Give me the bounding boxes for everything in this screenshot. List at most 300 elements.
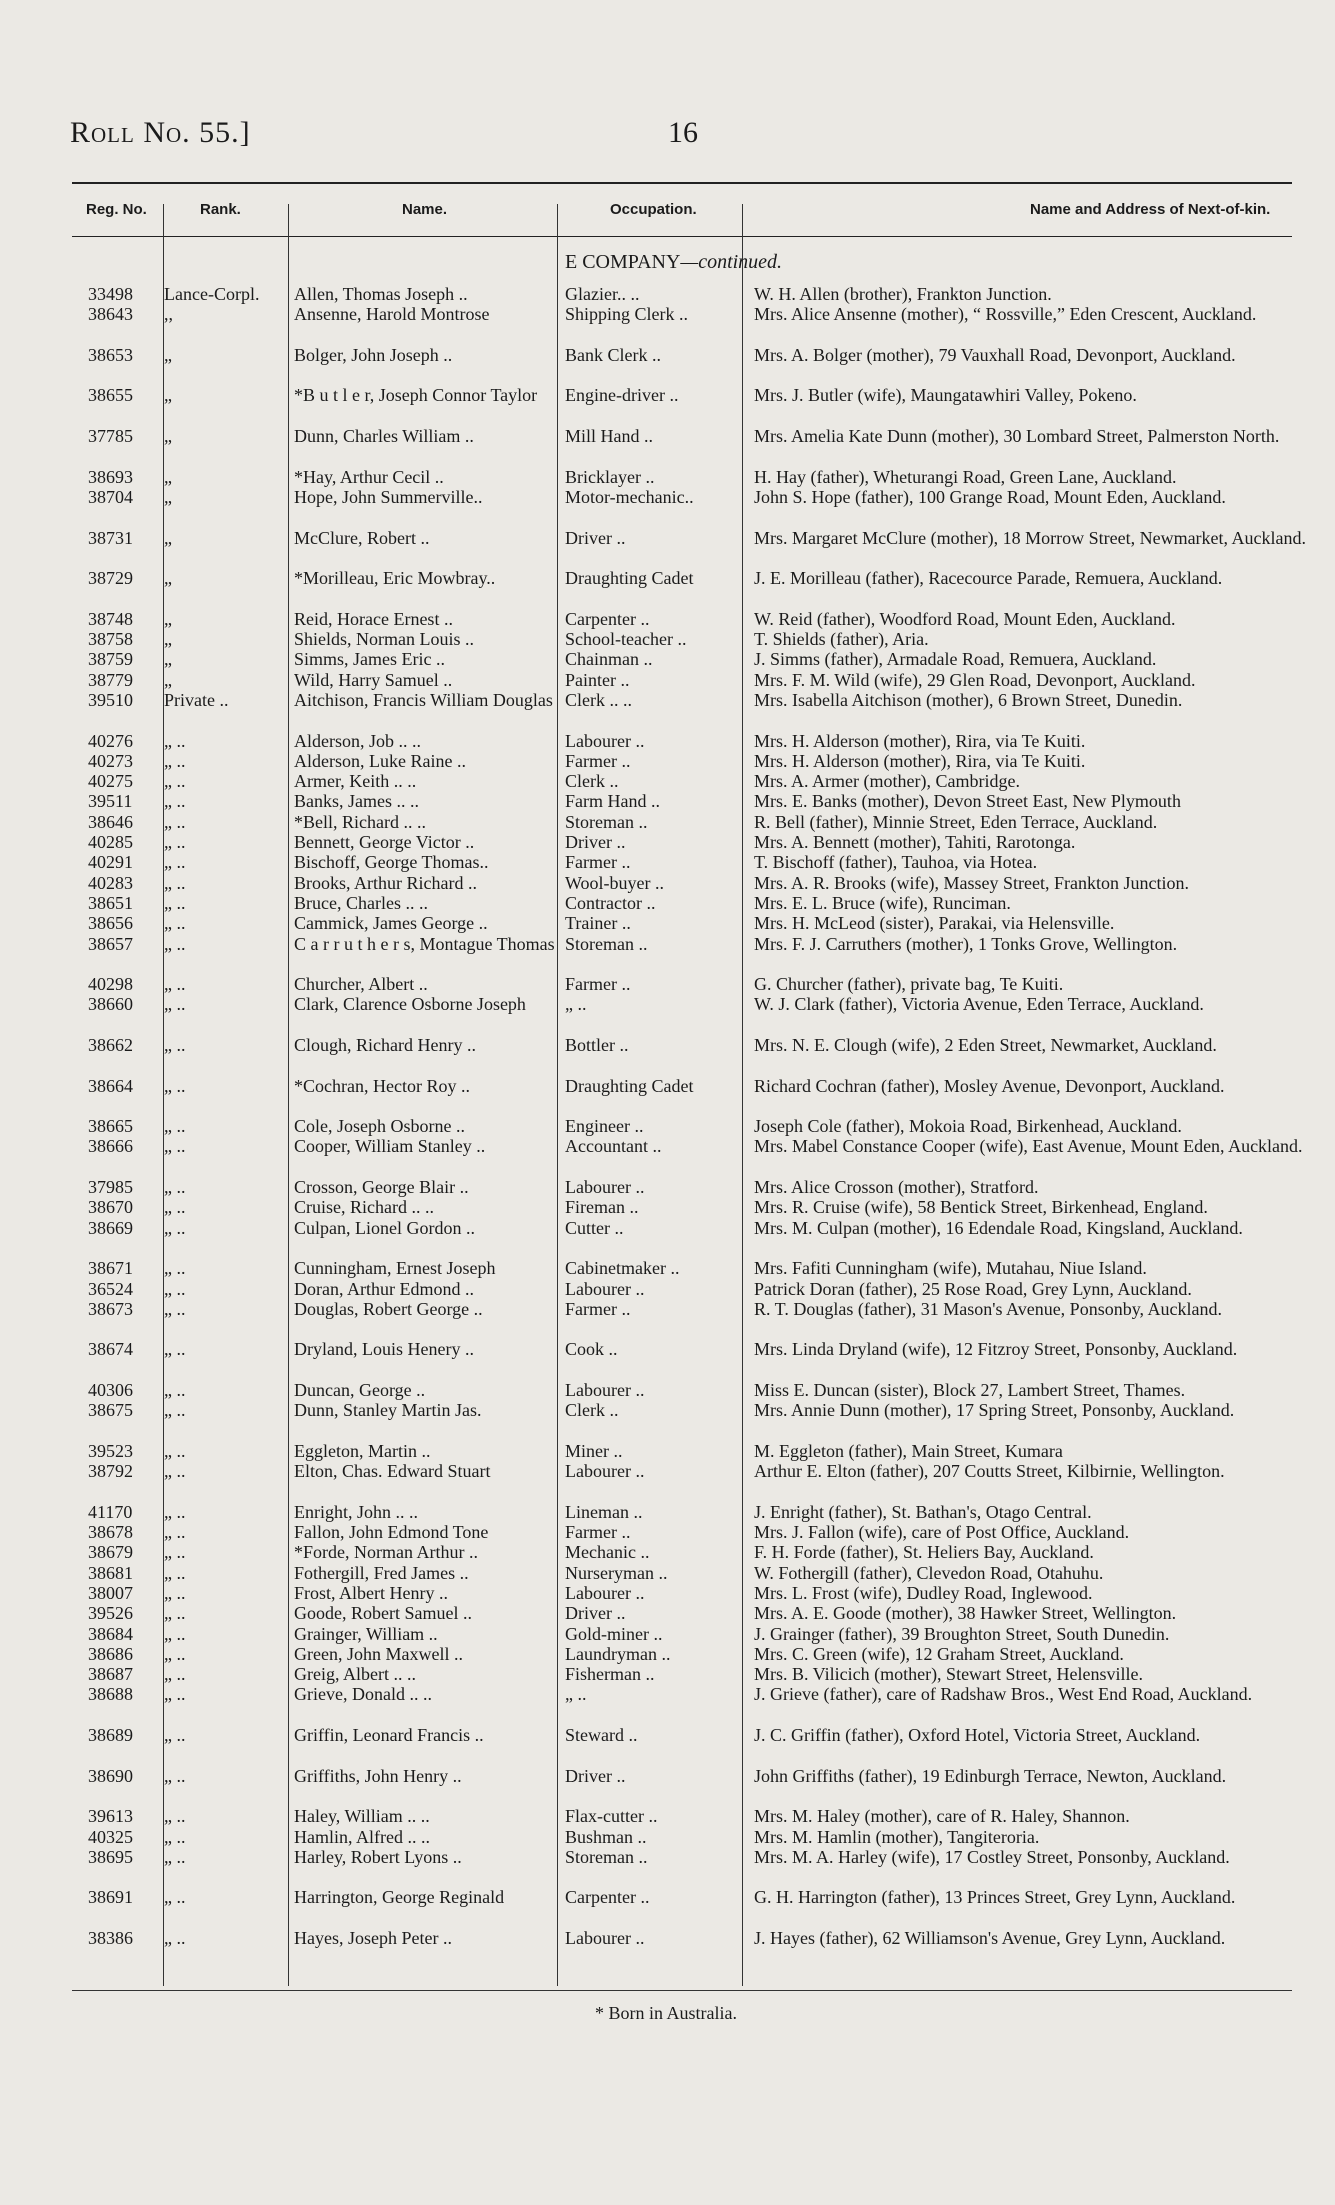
next-of-kin: Mrs. R. Cruise (wife), 58 Bentick Street, Birkenhead, England. (754, 1197, 1208, 1218)
table-row (72, 1887, 1292, 1928)
rank: „ .. (164, 1116, 186, 1137)
soldier-name: *Morilleau, Eric Mowbray.. (294, 568, 496, 589)
soldier-name: Ansenne, Harold Montrose (294, 304, 490, 325)
next-of-kin: J. Grieve (father), care of Radshaw Bros., West End Road, Auckland. (754, 1684, 1253, 1705)
reg-number: 36524 (88, 1278, 133, 1299)
occupation: Contractor .. (565, 892, 656, 913)
soldier-name: Elton, Chas. Edward Stuart (294, 1461, 491, 1482)
occupation: Laundryman .. (565, 1643, 671, 1664)
reg-number: 39523 (88, 1440, 133, 1461)
table-row (72, 913, 1292, 933)
rank: „ .. (164, 730, 186, 751)
rank: „ .. (164, 1440, 186, 1461)
table-row (72, 1583, 1292, 1603)
reg-number: 38651 (88, 892, 133, 913)
table-row (72, 1076, 1292, 1117)
table-row (72, 568, 1292, 609)
reg-number: 38386 (88, 1928, 133, 1949)
reg-number: 40325 (88, 1826, 133, 1847)
rank: „ (164, 385, 172, 406)
roll-table (72, 284, 1307, 1969)
rank: „ .. (164, 1522, 186, 1543)
rank: Lance-Corpl. (164, 284, 260, 304)
rank: „ .. (164, 1562, 186, 1583)
column-header-kin: Name and Address of Next-of-kin. (1030, 201, 1271, 218)
occupation: Trainer .. (565, 913, 631, 934)
table-row (72, 609, 1292, 629)
rank: „ .. (164, 1177, 186, 1198)
soldier-name: Wild, Harry Samuel .. (294, 669, 453, 690)
reg-number: 38687 (88, 1664, 133, 1685)
occupation: Farmer .. (565, 750, 631, 771)
occupation: Farmer .. (565, 974, 631, 995)
occupation: Farmer .. (565, 852, 631, 873)
rank: „ (164, 466, 172, 487)
table-row (72, 487, 1292, 528)
reg-number: 38643 (88, 304, 133, 325)
rank: „ .. (164, 1339, 186, 1360)
next-of-kin: J. Enright (father), St. Bathan's, Otago Central. (754, 1501, 1092, 1522)
occupation: Glazier.. .. (565, 284, 640, 304)
soldier-name: Reid, Horace Ernest .. (294, 608, 453, 629)
occupation: „ .. (565, 1684, 587, 1705)
rank: „ .. (164, 1846, 186, 1867)
next-of-kin: Mrs. H. McLeod (sister), Parakai, via Helensville. (754, 913, 1115, 934)
occupation: School-teacher .. (565, 629, 687, 650)
reg-number: 40298 (88, 974, 133, 995)
table-row (72, 649, 1292, 669)
soldier-name: Douglas, Robert George .. (294, 1298, 483, 1319)
table-row (72, 852, 1292, 872)
soldier-name: Shields, Norman Louis .. (294, 629, 474, 650)
occupation: Carpenter .. (565, 608, 650, 629)
reg-number: 38684 (88, 1623, 133, 1644)
reg-number: 38665 (88, 1116, 133, 1137)
table-row (72, 1725, 1292, 1766)
next-of-kin: W. H. Allen (brother), Frankton Junction. (754, 284, 1052, 304)
soldier-name: Greig, Albert .. .. (294, 1664, 416, 1685)
occupation: Chainman .. (565, 649, 653, 670)
occupation: Labourer .. (565, 1278, 645, 1299)
next-of-kin: Miss E. Duncan (sister), Block 27, Lambert Street, Thames. (754, 1380, 1186, 1401)
reg-number: 40291 (88, 852, 133, 873)
table-row (72, 467, 1292, 487)
table-row (72, 304, 1292, 345)
occupation: Clerk .. (565, 1400, 619, 1421)
rank: „ .. (164, 1725, 186, 1746)
soldier-name: Alderson, Job .. .. (294, 730, 421, 751)
reg-number: 38674 (88, 1339, 133, 1360)
table-row (72, 284, 1292, 304)
soldier-name: Crosson, George Blair .. (294, 1177, 469, 1198)
table-row (72, 629, 1292, 649)
reg-number: 38792 (88, 1461, 133, 1482)
column-header-rank: Rank. (200, 201, 241, 218)
footnote: * Born in Australia. (595, 2003, 737, 2023)
reg-number: 38664 (88, 1075, 133, 1096)
next-of-kin: F. H. Forde (father), St. Heliers Bay, Auckland. (754, 1542, 1094, 1563)
reg-number: 38779 (88, 669, 133, 690)
next-of-kin: Mrs. A. Bolger (mother), 79 Vauxhall Road, Devonport, Auckland. (754, 344, 1236, 365)
column-header-row (72, 182, 1292, 237)
reg-number: 38669 (88, 1217, 133, 1238)
next-of-kin: T. Bischoff (father), Tauhoa, via Hotea. (754, 852, 1038, 873)
table-row (72, 1339, 1292, 1380)
table-row (72, 1197, 1292, 1217)
reg-number: 41170 (88, 1501, 133, 1522)
rank: „ .. (164, 1664, 186, 1685)
soldier-name: Hayes, Joseph Peter .. (294, 1928, 452, 1949)
rank: „ .. (164, 1136, 186, 1157)
table-row (72, 1806, 1292, 1826)
soldier-name: Clough, Richard Henry .. (294, 1034, 476, 1055)
soldier-name: Griffin, Leonard Francis .. (294, 1725, 484, 1746)
next-of-kin: R. T. Douglas (father), 31 Mason's Avenue, Ponsonby, Auckland. (754, 1298, 1223, 1319)
reg-number: 38655 (88, 385, 133, 406)
occupation: Storeman .. (565, 811, 648, 832)
rank: „ .. (164, 974, 186, 995)
rank: „ .. (164, 913, 186, 934)
soldier-name: Armer, Keith .. .. (294, 771, 417, 792)
rank: „ (164, 486, 172, 507)
rank: „ .. (164, 852, 186, 873)
soldier-name: *Bell, Richard .. .. (294, 811, 426, 832)
rank: „ (164, 527, 172, 548)
next-of-kin: John S. Hope (father), 100 Grange Road, Mount Eden, Auckland. (754, 486, 1226, 507)
next-of-kin: Mrs. M. Haley (mother), care of R. Haley, Shannon. (754, 1806, 1130, 1827)
rank: „ .. (164, 811, 186, 832)
table-row (72, 1035, 1292, 1076)
reg-number: 38690 (88, 1765, 133, 1786)
occupation: Cabinetmaker .. (565, 1258, 680, 1279)
next-of-kin: Mrs. E. L. Bruce (wife), Runciman. (754, 892, 1011, 913)
occupation: Miner .. (565, 1440, 623, 1461)
next-of-kin: W. Reid (father), Woodford Road, Mount Eden, Auckland. (754, 608, 1176, 629)
soldier-name: Cooper, William Stanley .. (294, 1136, 486, 1157)
table-row (72, 731, 1292, 751)
occupation: Lineman .. (565, 1501, 643, 1522)
reg-number: 39510 (88, 689, 133, 710)
soldier-name: Doran, Arthur Edmond .. (294, 1278, 474, 1299)
table-row (72, 893, 1292, 913)
rank: „ .. (164, 1197, 186, 1218)
table-row (72, 670, 1292, 690)
soldier-name: Cruise, Richard .. .. (294, 1197, 434, 1218)
reg-number: 39526 (88, 1603, 133, 1624)
roll-number: Roll No. 55.] (70, 116, 251, 149)
reg-number: 38693 (88, 466, 133, 487)
next-of-kin: H. Hay (father), Wheturangi Road, Green Lane, Auckland. (754, 466, 1177, 487)
rank: „ .. (164, 994, 186, 1015)
rank: „ .. (164, 1278, 186, 1299)
next-of-kin: Mrs. H. Alderson (mother), Rira, via Te Kuiti. (754, 750, 1086, 771)
reg-number: 38681 (88, 1562, 133, 1583)
soldier-name: Green, John Maxwell .. (294, 1643, 463, 1664)
table-row (72, 1684, 1292, 1725)
page-header (70, 112, 1290, 152)
rank: „ .. (164, 1400, 186, 1421)
soldier-name: Harrington, George Reginald (294, 1887, 505, 1908)
next-of-kin: Mrs. Fafiti Cunningham (wife), Mutahau, Niue Island. (754, 1258, 1147, 1279)
reg-number: 39613 (88, 1806, 133, 1827)
table-row (72, 426, 1292, 467)
next-of-kin: M. Eggleton (father), Main Street, Kumara (754, 1440, 1063, 1461)
next-of-kin: Mrs. E. Banks (mother), Devon Street East, New Plymouth (754, 791, 1181, 812)
rank: „ .. (164, 1623, 186, 1644)
rank: „ .. (164, 933, 186, 954)
next-of-kin: John Griffiths (father), 19 Edinburgh Terrace, Newton, Auckland. (754, 1765, 1227, 1786)
table-row (72, 1827, 1292, 1847)
next-of-kin: J. E. Morilleau (father), Racecource Parade, Remuera, Auckland. (754, 568, 1223, 589)
occupation: Cutter .. (565, 1217, 624, 1238)
soldier-name: C a r r u t h e r s, Montague Thomas (294, 933, 555, 954)
next-of-kin: Mrs. Amelia Kate Dunn (mother), 30 Lombard Street, Palmerston North. (754, 426, 1280, 447)
table-row (72, 832, 1292, 852)
reg-number: 38729 (88, 568, 133, 589)
reg-number: 37785 (88, 426, 133, 447)
table-row (72, 1644, 1292, 1664)
occupation: Storeman .. (565, 1846, 648, 1867)
reg-number: 38007 (88, 1583, 133, 1603)
occupation: Labourer .. (565, 730, 645, 751)
reg-number: 38759 (88, 649, 133, 670)
occupation: Labourer .. (565, 1380, 645, 1401)
occupation: Painter .. (565, 669, 630, 690)
table-row (72, 994, 1292, 1035)
rank: „ (164, 669, 172, 690)
reg-number: 38653 (88, 344, 133, 365)
soldier-name: *Forde, Norman Arthur .. (294, 1542, 478, 1563)
occupation: Labourer .. (565, 1461, 645, 1482)
occupation: Labourer .. (565, 1583, 645, 1603)
table-row (72, 873, 1292, 893)
table-row (72, 934, 1292, 975)
next-of-kin: Mrs. Mabel Constance Cooper (wife), East Avenue, Mount Eden, Auckland. (754, 1136, 1303, 1157)
table-row (72, 1380, 1292, 1400)
bottom-rule (72, 1990, 1292, 1991)
next-of-kin: G. H. Harrington (father), 13 Princes Street, Grey Lynn, Auckland. (754, 1887, 1236, 1908)
reg-number: 38748 (88, 608, 133, 629)
soldier-name: Simms, James Eric .. (294, 649, 445, 670)
reg-number: 38679 (88, 1542, 133, 1563)
soldier-name: Duncan, George .. (294, 1380, 426, 1401)
soldier-name: Bruce, Charles .. .. (294, 892, 428, 913)
reg-number: 40276 (88, 730, 133, 751)
rank: „ .. (164, 1765, 186, 1786)
occupation: Draughting Cadet (565, 568, 694, 589)
reg-number: 38678 (88, 1522, 133, 1543)
next-of-kin: G. Churcher (father), private bag, Te Kuiti. (754, 974, 1064, 995)
occupation: Cook .. (565, 1339, 618, 1360)
next-of-kin: Mrs. A. Armer (mother), Cambridge. (754, 771, 1020, 792)
rank: „ .. (164, 1501, 186, 1522)
next-of-kin: T. Shields (father), Aria. (754, 629, 929, 650)
reg-number: 39511 (88, 791, 133, 812)
next-of-kin: Mrs. Alice Ansenne (mother), “ Rossville,” Eden Crescent, Auckland. (754, 304, 1257, 325)
next-of-kin: Patrick Doran (father), 25 Rose Road, Grey Lynn, Auckland. (754, 1278, 1192, 1299)
reg-number: 38646 (88, 811, 133, 832)
table-row (72, 1218, 1292, 1259)
table-row (72, 527, 1307, 569)
column-header-name: Name. (402, 201, 448, 218)
soldier-name: Fallon, John Edmond Tone (294, 1522, 489, 1543)
occupation: Mill Hand .. (565, 426, 653, 447)
reg-number: 38657 (88, 933, 133, 954)
rank: „ .. (164, 1258, 186, 1279)
next-of-kin: Mrs. J. Fallon (wife), care of Post Office, Auckland. (754, 1522, 1130, 1543)
next-of-kin: Mrs. A. Bennett (mother), Tahiti, Rarotonga. (754, 832, 1076, 853)
occupation: „ .. (565, 994, 587, 1015)
rank: „ .. (164, 771, 186, 792)
reg-number: 38660 (88, 994, 133, 1015)
soldier-name: Enright, John .. .. (294, 1501, 418, 1522)
soldier-name: Cammick, James George .. (294, 913, 488, 934)
reg-number: 38758 (88, 629, 133, 650)
occupation: Farm Hand .. (565, 791, 660, 812)
next-of-kin: W. Fothergill (father), Clevedon Road, Otahuhu. (754, 1562, 1104, 1583)
next-of-kin: Mrs. B. Vilicich (mother), Stewart Street, Helensville. (754, 1664, 1144, 1685)
next-of-kin: J. Simms (father), Armadale Road, Remuera, Auckland. (754, 649, 1157, 670)
occupation: Clerk .. .. (565, 689, 632, 710)
occupation: Shipping Clerk .. (565, 304, 689, 325)
next-of-kin: Mrs. A. E. Goode (mother), 38 Hawker Street, Wellington. (754, 1603, 1177, 1624)
next-of-kin: Mrs. M. Culpan (mother), 16 Edendale Road, Kingsland, Auckland. (754, 1217, 1243, 1238)
reg-number: 38662 (88, 1034, 133, 1055)
occupation: Labourer .. (565, 1928, 645, 1949)
occupation: Flax-cutter .. (565, 1806, 658, 1827)
reg-number: 38704 (88, 486, 133, 507)
column-header-reg: Reg. No. (86, 201, 147, 218)
table-row (72, 1766, 1292, 1807)
next-of-kin: Mrs. H. Alderson (mother), Rira, via Te Kuiti. (754, 730, 1086, 751)
occupation: Fireman .. (565, 1197, 639, 1218)
soldier-name: Cole, Joseph Osborne .. (294, 1116, 465, 1137)
soldier-name: Fothergill, Fred James .. (294, 1562, 469, 1583)
table-row (72, 1522, 1292, 1542)
soldier-name: Grainger, William .. (294, 1623, 438, 1644)
occupation: Engine-driver .. (565, 385, 679, 406)
occupation: Storeman .. (565, 933, 648, 954)
next-of-kin: W. J. Clark (father), Victoria Avenue, Eden Terrace, Auckland. (754, 994, 1204, 1015)
soldier-name: Frost, Albert Henry .. (294, 1583, 448, 1603)
next-of-kin: Mrs. Isabella Aitchison (mother), 6 Brown Street, Dunedin. (754, 689, 1183, 710)
table-row (72, 1136, 1303, 1177)
occupation: Steward .. (565, 1725, 638, 1746)
occupation: Fisherman .. (565, 1664, 655, 1685)
rank: „ (164, 629, 172, 650)
next-of-kin: Mrs. Margaret McClure (mother), 18 Morrow Street, Newmarket, Auckland. (754, 527, 1307, 548)
rank: „ .. (164, 1583, 186, 1603)
occupation: Engineer .. (565, 1116, 644, 1137)
rank: „ .. (164, 1887, 186, 1908)
reg-number: 37985 (88, 1177, 133, 1198)
table-row (72, 751, 1292, 771)
soldier-name: Bolger, John Joseph .. (294, 344, 453, 365)
occupation: Carpenter .. (565, 1887, 650, 1908)
occupation: Accountant .. (565, 1136, 662, 1157)
next-of-kin: Mrs. A. R. Brooks (wife), Massey Street, Frankton Junction. (754, 872, 1189, 893)
occupation: Labourer .. (565, 1177, 645, 1198)
soldier-name: Eggleton, Martin .. (294, 1440, 431, 1461)
occupation: Gold-miner .. (565, 1623, 663, 1644)
next-of-kin: J. Grainger (father), 39 Broughton Street, South Dunedin. (754, 1623, 1170, 1644)
table-row (72, 1624, 1292, 1644)
occupation: Driver .. (565, 527, 626, 548)
next-of-kin: Mrs. F. J. Carruthers (mother), 1 Tonks Grove, Wellington. (754, 933, 1178, 954)
occupation: Clerk .. (565, 771, 619, 792)
rank: „ .. (164, 1643, 186, 1664)
rank: „ .. (164, 1684, 186, 1705)
table-row (72, 1441, 1292, 1461)
occupation: Bushman .. (565, 1826, 647, 1847)
reg-number: 38673 (88, 1298, 133, 1319)
reg-number: 40285 (88, 832, 133, 853)
rank: „ .. (164, 1603, 186, 1624)
next-of-kin: Mrs. F. M. Wild (wife), 29 Glen Road, Devonport, Auckland. (754, 669, 1196, 690)
soldier-name: Haley, William .. .. (294, 1806, 430, 1827)
soldier-name: Churcher, Albert .. (294, 974, 428, 995)
occupation: Draughting Cadet (565, 1075, 694, 1096)
occupation: Wool-buyer .. (565, 872, 665, 893)
reg-number: 38666 (88, 1136, 133, 1157)
table-row (72, 1563, 1292, 1583)
next-of-kin: Mrs. J. Butler (wife), Maungatawhiri Valley, Pokeno. (754, 385, 1137, 406)
table-row (72, 1279, 1292, 1299)
soldier-name: Griffiths, John Henry .. (294, 1765, 462, 1786)
soldier-name: Alderson, Luke Raine .. (294, 750, 466, 771)
occupation: Farmer .. (565, 1522, 631, 1543)
next-of-kin: Mrs. L. Frost (wife), Dudley Road, Inglewood. (754, 1583, 1093, 1603)
reg-number: 38688 (88, 1684, 133, 1705)
soldier-name: Dunn, Charles William .. (294, 426, 474, 447)
soldier-name: Clark, Clarence Osborne Joseph (294, 994, 526, 1015)
next-of-kin: Mrs. Linda Dryland (wife), 12 Fitzroy Street, Ponsonby, Auckland. (754, 1339, 1238, 1360)
soldier-name: Bischoff, George Thomas.. (294, 852, 489, 873)
rank: „ .. (164, 1034, 186, 1055)
occupation: Farmer .. (565, 1298, 631, 1319)
rank: „ .. (164, 1806, 186, 1827)
table-row (72, 1116, 1292, 1136)
rank: „ (164, 568, 172, 589)
table-row (72, 690, 1292, 731)
reg-number: 38686 (88, 1643, 133, 1664)
rank: „ (164, 649, 172, 670)
soldier-name: *Hay, Arthur Cecil .. (294, 466, 444, 487)
page-number: 16 (668, 116, 698, 149)
next-of-kin: R. Bell (father), Minnie Street, Eden Terrace, Auckland. (754, 811, 1158, 832)
rank: „ .. (164, 1298, 186, 1319)
table-row (72, 791, 1292, 811)
soldier-name: Grieve, Donald .. .. (294, 1684, 432, 1705)
company-heading (565, 251, 782, 274)
table-row (72, 1928, 1292, 1969)
next-of-kin: Mrs. Alice Crosson (mother), Stratford. (754, 1177, 1039, 1198)
rank: „ .. (164, 1928, 186, 1949)
rank: „ .. (164, 1826, 186, 1847)
table-row (72, 1299, 1292, 1340)
soldier-name: *B u t l e r, Joseph Connor Taylor (294, 385, 538, 406)
rank: „ .. (164, 1380, 186, 1401)
rank: „ .. (164, 832, 186, 853)
rank: ,, (164, 304, 173, 325)
next-of-kin: Mrs. Annie Dunn (mother), 17 Spring Street, Ponsonby, Auckland. (754, 1400, 1235, 1421)
table-row (72, 812, 1292, 832)
rank: „ .. (164, 1542, 186, 1563)
reg-number: 33498 (88, 284, 133, 304)
rank: „ .. (164, 872, 186, 893)
reg-number: 38691 (88, 1887, 133, 1908)
next-of-kin: Mrs. M. A. Harley (wife), 17 Costley Street, Ponsonby, Auckland. (754, 1846, 1230, 1867)
